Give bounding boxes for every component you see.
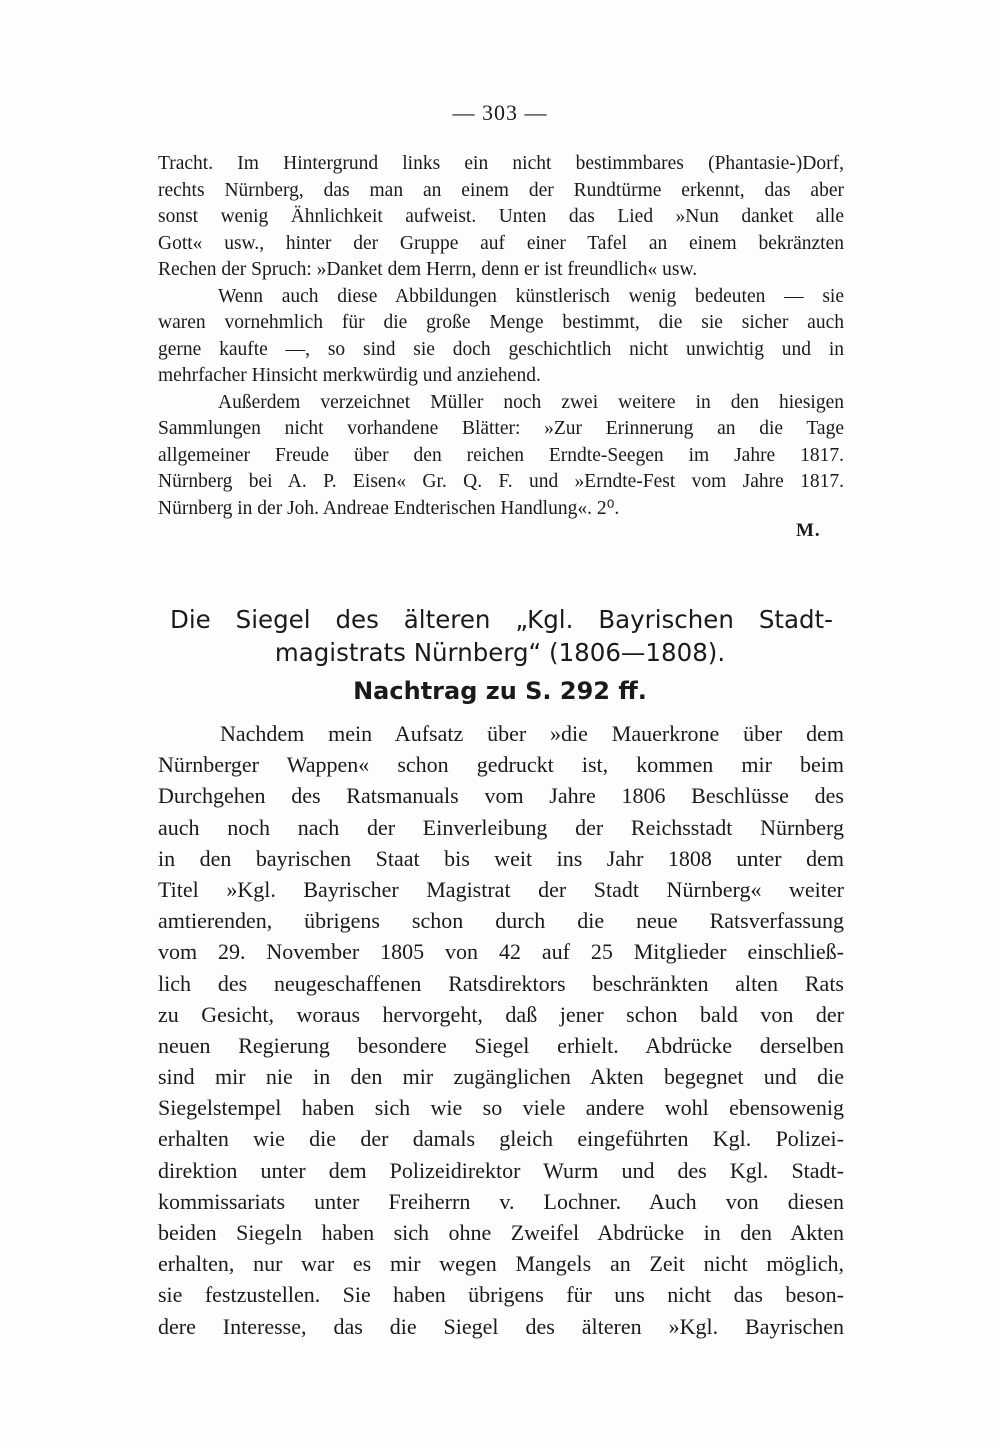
text-line: Nachdem mein Aufsatz über »die Mauerkrone über dem	[220, 721, 844, 746]
text-line: Nürnberg bei A. P. Eisen« Gr. Q. F. und »Erndte-Fest vom Jahre 1817.	[158, 471, 844, 492]
text-line: kommissariats unter Freiherrn v. Lochner. Auch von diesen	[158, 1188, 844, 1214]
heading-subtitle: Nachtrag zu S. 292 ff.	[353, 677, 647, 705]
text-line: erhalten wie die der damals gleich eingeführten Kgl. Polizei-	[158, 1126, 844, 1152]
text-line: vom 29. November 1805 von 42 auf 25 Mitglieder einschließ-	[158, 939, 844, 965]
text-line: direktion unter dem Polizeidirektor Wurm und des Kgl. Stadt-	[158, 1157, 844, 1183]
text-line: auch noch nach der Einverleibung der Reichsstadt Nürnberg	[158, 814, 844, 840]
text-line: mehrfacher Hinsicht merkwürdig und anziehend.	[158, 365, 541, 386]
text-line: allgemeiner Freude über den reichen Erndte-Seegen im Jahre 1817.	[158, 444, 844, 466]
text-line: in den bayrischen Staat bis weit ins Jahr 1808 unter dem	[158, 845, 844, 871]
article-body	[158, 718, 844, 1342]
heading-line: magistrats Nürnberg“ (1806—1808).	[274, 638, 726, 667]
text-line: Tracht. Im Hintergrund links ein nicht bestimmbares (Phantasie-)Dorf,	[158, 153, 844, 174]
text-line: Rechen der Spruch: »Danket dem Herrn, denn er ist freundlich« usw.	[158, 259, 698, 280]
heading-line: Die Siegel des älteren „Kgl. Bayrischen Stadt-	[170, 605, 833, 634]
text-line: sonst wenig Ähnlichkeit aufweist. Unten das Lied »Nun danket alle	[158, 206, 844, 227]
text-line: amtierenden, übrigens schon durch die neue Ratsverfassung	[158, 908, 844, 934]
text-line: Siegelstempel haben sich wie so viele andere wohl ebensowenig	[158, 1095, 844, 1121]
previous-article-text	[158, 151, 844, 522]
text-line: gerne kaufte —, so sind sie doch geschichtlich nicht unwichtig und in	[158, 338, 844, 360]
text-line: Wenn auch diese Abbildungen künstlerisch wenig bedeuten — sie	[218, 285, 844, 307]
text-line: Nürnberger Wappen« schon gedruckt ist, kommen mir beim	[158, 752, 844, 778]
text-line: Durchgehen des Ratsmanuals vom Jahre 1806 Beschlüsse des	[158, 783, 844, 809]
text-line: Außerdem verzeichnet Müller noch zwei weitere in den hiesigen	[218, 391, 844, 413]
text-line: waren vornehmlich für die große Menge bestimmt, die sie sicher auch	[158, 312, 844, 333]
text-line: dere Interesse, das die Siegel des älteren »Kgl. Bayrischen	[158, 1313, 844, 1339]
text-line: erhalten, nur war es mir wegen Mangels an Zeit nicht möglich,	[158, 1251, 844, 1277]
article-heading	[0, 603, 1000, 708]
text-line: beiden Siegeln haben sich ohne Zweifel Abdrücke in den Akten	[158, 1220, 844, 1245]
text-line: zu Gesicht, woraus hervorgeht, daß jener schon bald von der	[158, 1001, 844, 1027]
author-signature: M.	[796, 520, 821, 541]
text-line: Gott« usw., hinter der Gruppe auf einer Tafel an einem bekränzten	[158, 232, 844, 254]
text-line: neuen Regierung besondere Siegel erhielt. Abdrücke derselben	[158, 1032, 844, 1058]
text-line: Sammlungen nicht vorhandene Blätter: »Zur Erinnerung an die Tage	[158, 418, 844, 439]
text-line: sind mir nie in den mir zugänglichen Akten begegnet und die	[158, 1064, 844, 1090]
page-number: — 303 —	[452, 100, 548, 125]
text-line: Titel »Kgl. Bayrischer Magistrat der Stadt Nürnberg« weiter	[158, 876, 844, 902]
text-line: sie festzustellen. Sie haben übrigens für uns nicht das beson-	[158, 1282, 844, 1308]
text-line: Nürnberg in der Joh. Andreae Endterischen Handlung«. 2⁰.	[158, 497, 620, 519]
text-line: lich des neugeschaffenen Ratsdirektors beschränkten alten Rats	[158, 970, 844, 996]
text-line: rechts Nürnberg, das man an einem der Rundtürme erkennt, das aber	[158, 179, 844, 201]
